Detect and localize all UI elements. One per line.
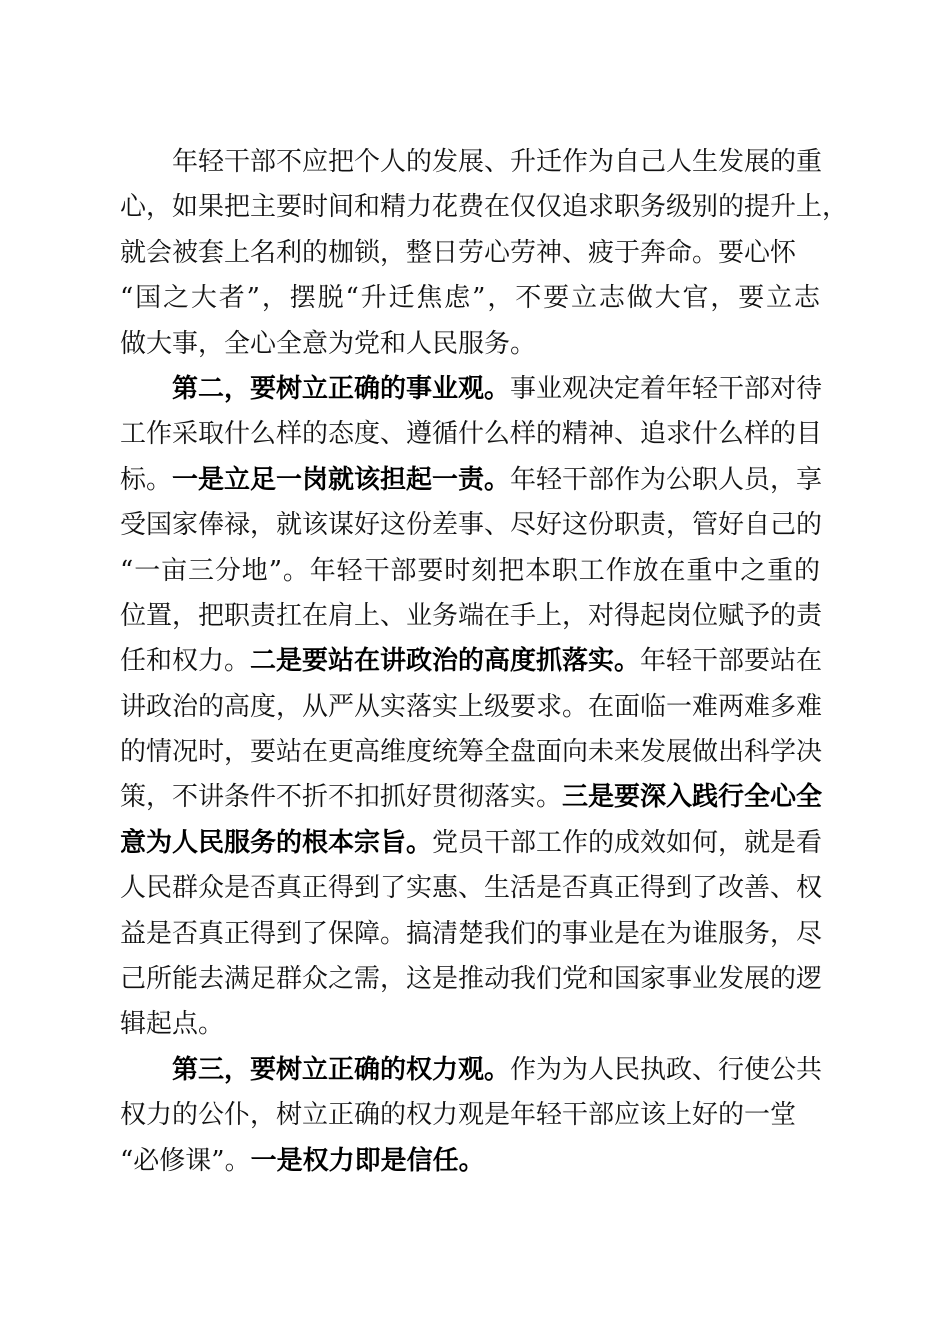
text-line xyxy=(120,276,820,321)
text-line xyxy=(120,685,823,730)
body-text: 的情况时，要站在更高维度统筹全盘面向未来发展做出科学决 xyxy=(120,737,823,768)
body-text: “一亩三分地”。年轻干部要时刻把本职工作放在重中之重的 xyxy=(120,555,820,586)
body-text: 讲政治的高度，从严从实落实上级要求。在面临一难两难多难 xyxy=(120,691,823,722)
text-line xyxy=(120,322,820,367)
bold-heading-text: 第二，要树立正确的事业观。 xyxy=(172,373,511,404)
text-line xyxy=(120,821,823,866)
body-text: 人民群众是否真正得到了实惠、生活是否真正得到了改善、权 xyxy=(120,873,823,904)
text-line xyxy=(120,1093,820,1138)
body-text: 年轻干部作为公职人员，享 xyxy=(510,464,823,495)
body-text: 工作采取什么样的态度、遵循什么样的精神、追求什么样的目 xyxy=(120,419,823,450)
text-line xyxy=(120,185,849,230)
body-text: 益是否真正得到了保障。搞清楚我们的事业是在为谁服务，尽 xyxy=(120,918,823,949)
bold-heading-text: 一是立足一岗就该担起一责。 xyxy=(172,464,511,495)
text-line xyxy=(120,912,823,957)
text-line xyxy=(120,412,823,457)
body-text: 任和权力。 xyxy=(120,646,251,677)
text-line xyxy=(120,367,823,412)
body-text: 己所能去满足群众之需，这是推动我们党和国家事业发展的逻 xyxy=(120,964,823,995)
body-text: 年轻干部要站在 xyxy=(640,646,823,677)
text-line xyxy=(120,775,823,820)
body-text: “国之大者”，摆脱“升迁焦虑”，不要立志做大官，要立志 xyxy=(120,283,820,314)
bold-heading-text: 二是要站在讲政治的高度抓落实。 xyxy=(250,646,641,677)
body-text: 年轻干部不应把个人的发展、升迁作为自己人生发展的重 xyxy=(172,147,823,177)
text-line xyxy=(120,458,823,503)
text-line xyxy=(120,594,823,639)
body-text: 作为为人民执政、行使公共 xyxy=(510,1054,823,1085)
body-text: 就会被套上名利的枷锁，整日劳心劳神、疲于奔命。要心怀 xyxy=(120,237,797,268)
body-text: “必修课”。 xyxy=(120,1145,251,1176)
body-text: 辑起点。 xyxy=(120,1009,225,1040)
body-text: 策，不讲条件不折不扣抓好贯彻落实。 xyxy=(120,782,563,813)
body-text: 权力的公仆，树立正确的权力观是年轻干部应该上好的一堂 xyxy=(120,1100,797,1131)
text-line xyxy=(120,140,823,185)
body-text: 做大事，全心全意为党和人民服务。 xyxy=(120,328,537,359)
body-text: 受国家俸禄，就该谋好这份差事、尽好这份职责，管好自己的 xyxy=(120,510,823,541)
body-text: 事业观决定着年轻干部对待 xyxy=(510,373,823,404)
text-line xyxy=(120,231,820,276)
body-text: 党员干部工作的成效如何，就是看 xyxy=(432,827,823,858)
body-text: 心，如果把主要时间和精力花费在仅仅追求职务级别的提升上， xyxy=(120,192,849,223)
text-line xyxy=(120,730,823,775)
body-text: 位置，把职责扛在肩上、业务端在手上，对得起岗位赋予的责 xyxy=(120,600,823,631)
text-line xyxy=(120,1139,820,1184)
body-text: 标。 xyxy=(120,464,173,495)
text-line xyxy=(120,866,823,911)
bold-heading-text: 意为人民服务的根本宗旨。 xyxy=(120,827,433,858)
bold-heading-text: 三是要深入践行全心全 xyxy=(562,782,823,813)
bold-heading-text: 一是权力即是信任。 xyxy=(250,1145,485,1176)
text-line xyxy=(120,1002,820,1047)
text-line xyxy=(120,957,823,1002)
text-line xyxy=(120,639,823,684)
bold-heading-text: 第三，要树立正确的权力观。 xyxy=(172,1054,511,1085)
text-line xyxy=(120,1048,823,1093)
text-line xyxy=(120,549,820,594)
document-body xyxy=(120,140,849,1184)
text-line xyxy=(120,503,823,548)
